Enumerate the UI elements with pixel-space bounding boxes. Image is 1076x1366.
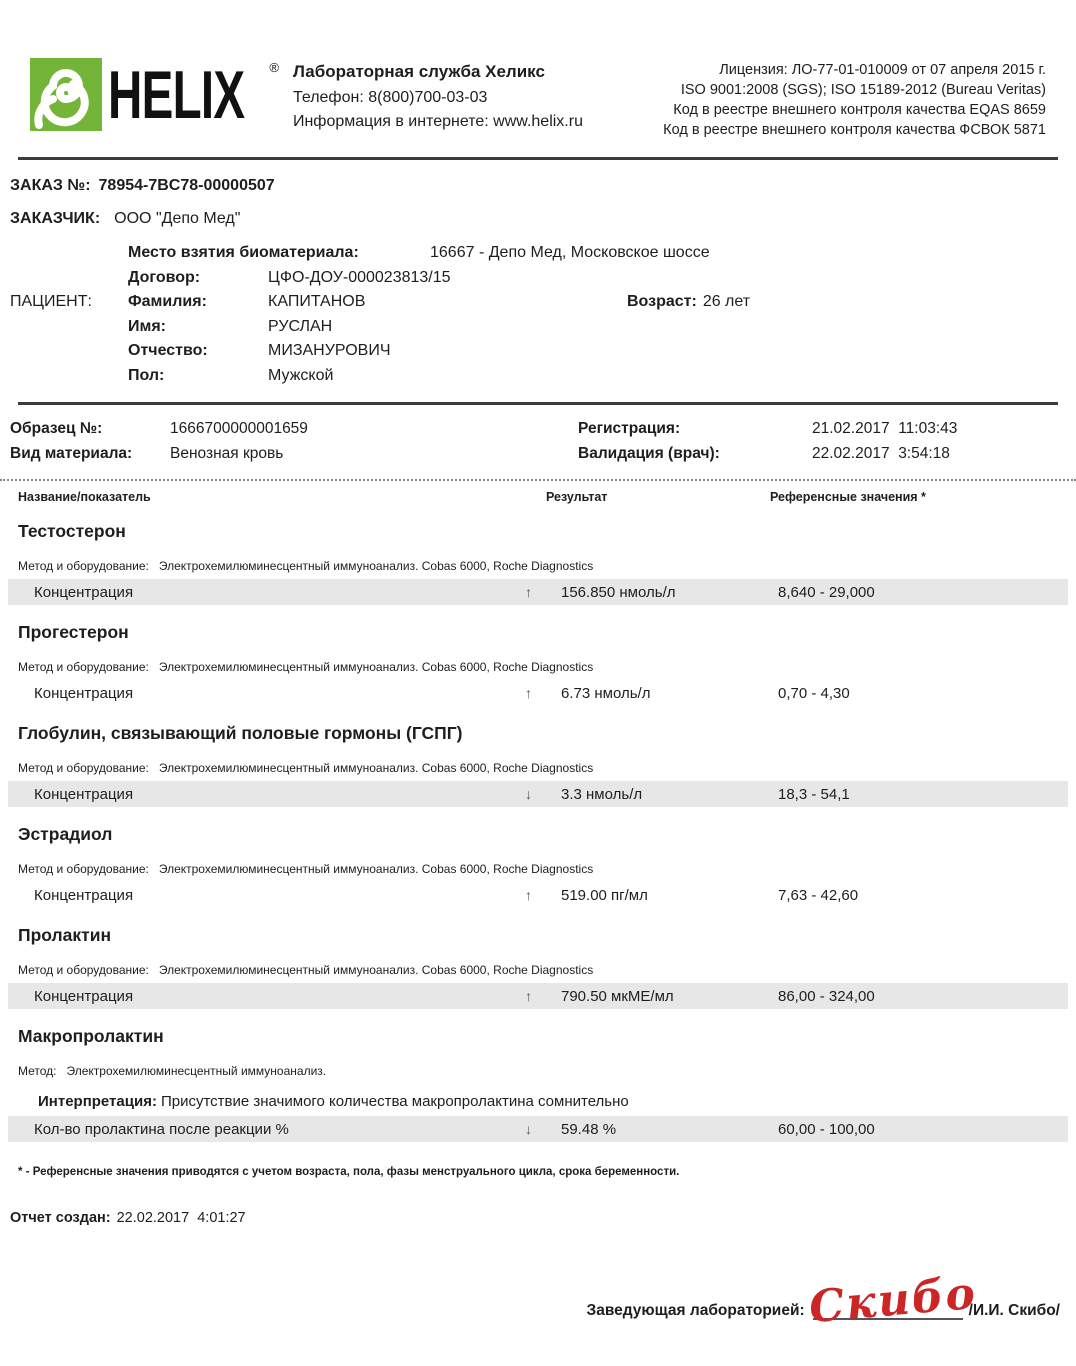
sample-number-value: 1666700000001659 — [170, 420, 308, 437]
row-value: 59.48 % — [561, 1120, 617, 1138]
place-value: 16667 - Депо Мед, Московское шоссе — [430, 244, 710, 261]
signature-person-name: /И.И. Скибо/ — [968, 1302, 1060, 1319]
result-row — [8, 680, 1068, 706]
age-block — [627, 290, 750, 315]
method-line — [10, 1064, 1066, 1078]
result-row — [8, 983, 1068, 1009]
method-label: Метод и оборудование: — [18, 761, 149, 775]
test-title: Эстрадиол — [18, 824, 113, 844]
test-section — [10, 824, 1066, 908]
interpretation-label: Интерпретация: — [38, 1093, 157, 1110]
contract-label: Договор: — [128, 268, 201, 286]
material-label: Вид материала: — [10, 444, 133, 462]
test-title: Макропролактин — [18, 1026, 164, 1046]
sample-row-2 — [10, 442, 1066, 467]
report-created-datetime: 22.02.2017 4:01:27 — [116, 1210, 246, 1226]
registration-label: Регистрация: — [578, 420, 681, 437]
age-label: Возраст: — [627, 293, 697, 310]
order-number-line — [10, 177, 1066, 195]
company-phone: Телефон: 8(800)700-03-03 — [292, 89, 488, 106]
validation-value: 22.02.2017 3:54:18 — [812, 444, 950, 462]
test-section — [10, 1026, 1066, 1142]
flag-arrow-icon: ↑ — [525, 988, 532, 1004]
patronymic-label: Отчество: — [128, 342, 208, 359]
sex-value: Мужской — [268, 366, 334, 384]
company-contact-block — [293, 58, 583, 137]
sample-block — [10, 417, 1066, 466]
patronymic-value: МИЗАНУРОВИЧ — [268, 342, 391, 359]
method-text: Электрохемилюминесцентный иммуноанализ. Cobas 6000, Roche Diagnostics — [158, 963, 594, 977]
signature-line — [806, 1267, 979, 1334]
license-line: Код в реестре внешнего контроля качества EQAS 8659 — [673, 102, 1046, 118]
method-text: Электрохемилюминесцентный иммуноанализ. Cobas 6000, Roche Diagnostics — [158, 660, 594, 674]
interpretation-text: Присутствие значимого количества макропролактина сомнительно — [160, 1093, 629, 1110]
method-text: Электрохемилюминесцентный иммуноанализ. Cobas 6000, Roche Diagnostics — [158, 862, 594, 876]
firstname-label: Имя: — [128, 317, 166, 335]
flag-arrow-icon: ↓ — [525, 786, 532, 802]
test-section — [10, 925, 1066, 1009]
patient-label: ПАЦИЕНТ: — [10, 293, 92, 310]
row-value: 6.73 нмоль/л — [561, 684, 651, 702]
flag-arrow-icon: ↓ — [525, 1121, 532, 1137]
test-section — [10, 723, 1066, 807]
results-table-header — [10, 490, 1066, 504]
brand-text: HELIX — [108, 56, 245, 133]
registration-value: 21.02.2017 11:03:43 — [812, 420, 958, 437]
row-name: Кол-во пролактина после реакции % — [34, 1120, 289, 1138]
method-label: Метод: — [18, 1064, 57, 1078]
report-created-label: Отчет создан: — [10, 1210, 111, 1226]
brand-wordmark — [108, 56, 279, 133]
row-value: 519.00 пг/мл — [561, 886, 648, 904]
place-row — [10, 241, 1066, 266]
row-reference: 60,00 - 100,00 — [778, 1120, 875, 1138]
sex-label: Пол: — [128, 366, 165, 384]
row-name: Концентрация — [34, 684, 134, 702]
customer-value: ООО "Депо Мед" — [114, 210, 241, 227]
firstname-value: РУСЛАН — [268, 317, 333, 335]
row-reference: 18,3 - 54,1 — [778, 785, 850, 803]
license-line: ISO 9001:2008 (SGS); ISO 15189-2012 (Bureau Veritas) — [680, 82, 1046, 98]
row-value: 790.50 мкМЕ/мл — [561, 987, 674, 1005]
method-text: Электрохемилюминесцентный иммуноанализ. Cobas 6000, Roche Diagnostics — [158, 559, 594, 573]
tests-list — [10, 521, 1066, 1142]
reference-footnote: * - Референсные значения приводятся с учетом возраста, пола, фазы менструального цикла, срока беременности. — [18, 1166, 680, 1178]
method-text: Электрохемилюминесцентный иммуноанализ. Cobas 6000, Roche Diagnostics — [158, 761, 594, 775]
place-label: Место взятия биоматериала: — [128, 244, 359, 261]
validation-label: Валидация (врач): — [578, 444, 720, 462]
sample-row-1 — [10, 417, 1066, 442]
column-result-header: Результат — [546, 490, 608, 504]
row-value: 156.850 нмоль/л — [561, 583, 676, 601]
method-label: Метод и оборудование: — [18, 660, 149, 674]
surname-row — [10, 290, 1066, 315]
row-reference: 7,63 - 42,60 — [778, 886, 859, 904]
result-row — [8, 781, 1068, 807]
method-text: Электрохемилюминесцентный иммуноанализ. — [66, 1064, 327, 1078]
column-name-header: Название/показатель — [18, 490, 151, 504]
surname-value: КАПИТАНОВ — [268, 293, 366, 310]
test-title: Пролактин — [18, 925, 112, 945]
contract-value: ЦФО-ДОУ-000023813/15 — [268, 268, 451, 286]
license-line: Лицензия: ЛО-77-01-010009 от 07 апреля 2015 г. — [719, 62, 1046, 78]
result-row — [8, 882, 1068, 908]
test-section — [10, 521, 1066, 605]
method-line — [10, 761, 1066, 775]
patient-details — [10, 241, 1066, 388]
row-name: Концентрация — [34, 583, 134, 601]
method-line — [10, 963, 1066, 977]
patronymic-row — [10, 339, 1066, 364]
license-block — [663, 58, 1046, 140]
helix-logo — [30, 58, 102, 131]
method-label: Метод и оборудование: — [18, 862, 149, 876]
report-header — [30, 58, 1046, 140]
test-section — [10, 622, 1066, 706]
lab-report-page — [0, 56, 1076, 1334]
header-divider — [18, 157, 1058, 160]
header-brand-block — [30, 58, 583, 140]
surname-label: Фамилия: — [128, 293, 207, 310]
contract-row — [10, 266, 1066, 291]
result-row — [8, 579, 1068, 605]
customer-label: ЗАКАЗЧИК: — [10, 210, 101, 227]
company-name: Лабораторная служба Хеликс — [292, 62, 545, 81]
signature-block — [10, 1267, 1060, 1334]
column-reference-header: Референсные значения * — [770, 490, 926, 504]
flag-arrow-icon: ↑ — [525, 685, 532, 701]
customer-line — [10, 210, 1066, 228]
registered-trademark-icon: ® — [269, 60, 279, 75]
method-line — [10, 559, 1066, 573]
material-value: Венозная кровь — [170, 444, 284, 462]
row-reference: 86,00 - 324,00 — [778, 987, 875, 1005]
signature-role-label: Заведующая лабораторией: — [586, 1302, 805, 1319]
row-name: Концентрация — [34, 987, 134, 1005]
handwritten-signature: Скибо — [806, 1267, 979, 1334]
flag-arrow-icon: ↑ — [525, 584, 532, 600]
test-title: Прогестерон — [18, 622, 129, 642]
dotted-divider — [0, 479, 1076, 481]
test-title: Глобулин, связывающий половые гормоны (ГСПГ) — [18, 723, 463, 743]
method-line — [10, 660, 1066, 674]
flag-arrow-icon: ↑ — [525, 887, 532, 903]
age-value: 26 лет — [702, 293, 751, 310]
result-row — [8, 1116, 1068, 1142]
report-created-line — [10, 1210, 1066, 1226]
interpretation-line — [10, 1093, 1066, 1110]
section-divider — [18, 402, 1058, 405]
row-reference: 8,640 - 29,000 — [778, 583, 875, 601]
company-website: Информация в интернете: www.helix.ru — [292, 113, 583, 130]
sex-row — [10, 364, 1066, 389]
row-name: Концентрация — [34, 785, 134, 803]
firstname-row — [10, 315, 1066, 340]
order-label: ЗАКАЗ №: — [10, 177, 91, 194]
method-line — [10, 862, 1066, 876]
spiral-icon — [30, 58, 102, 131]
license-line: Код в реестре внешнего контроля качества ФСВОК 5871 — [663, 122, 1046, 138]
row-reference: 0,70 - 4,30 — [778, 684, 850, 702]
sample-number-label: Образец №: — [10, 420, 103, 437]
order-number: 78954-7BC78-00000507 — [98, 177, 275, 194]
method-label: Метод и оборудование: — [18, 963, 149, 977]
test-title: Тестостерон — [18, 521, 126, 541]
method-label: Метод и оборудование: — [18, 559, 149, 573]
row-value: 3.3 нмоль/л — [561, 785, 643, 803]
row-name: Концентрация — [34, 886, 134, 904]
